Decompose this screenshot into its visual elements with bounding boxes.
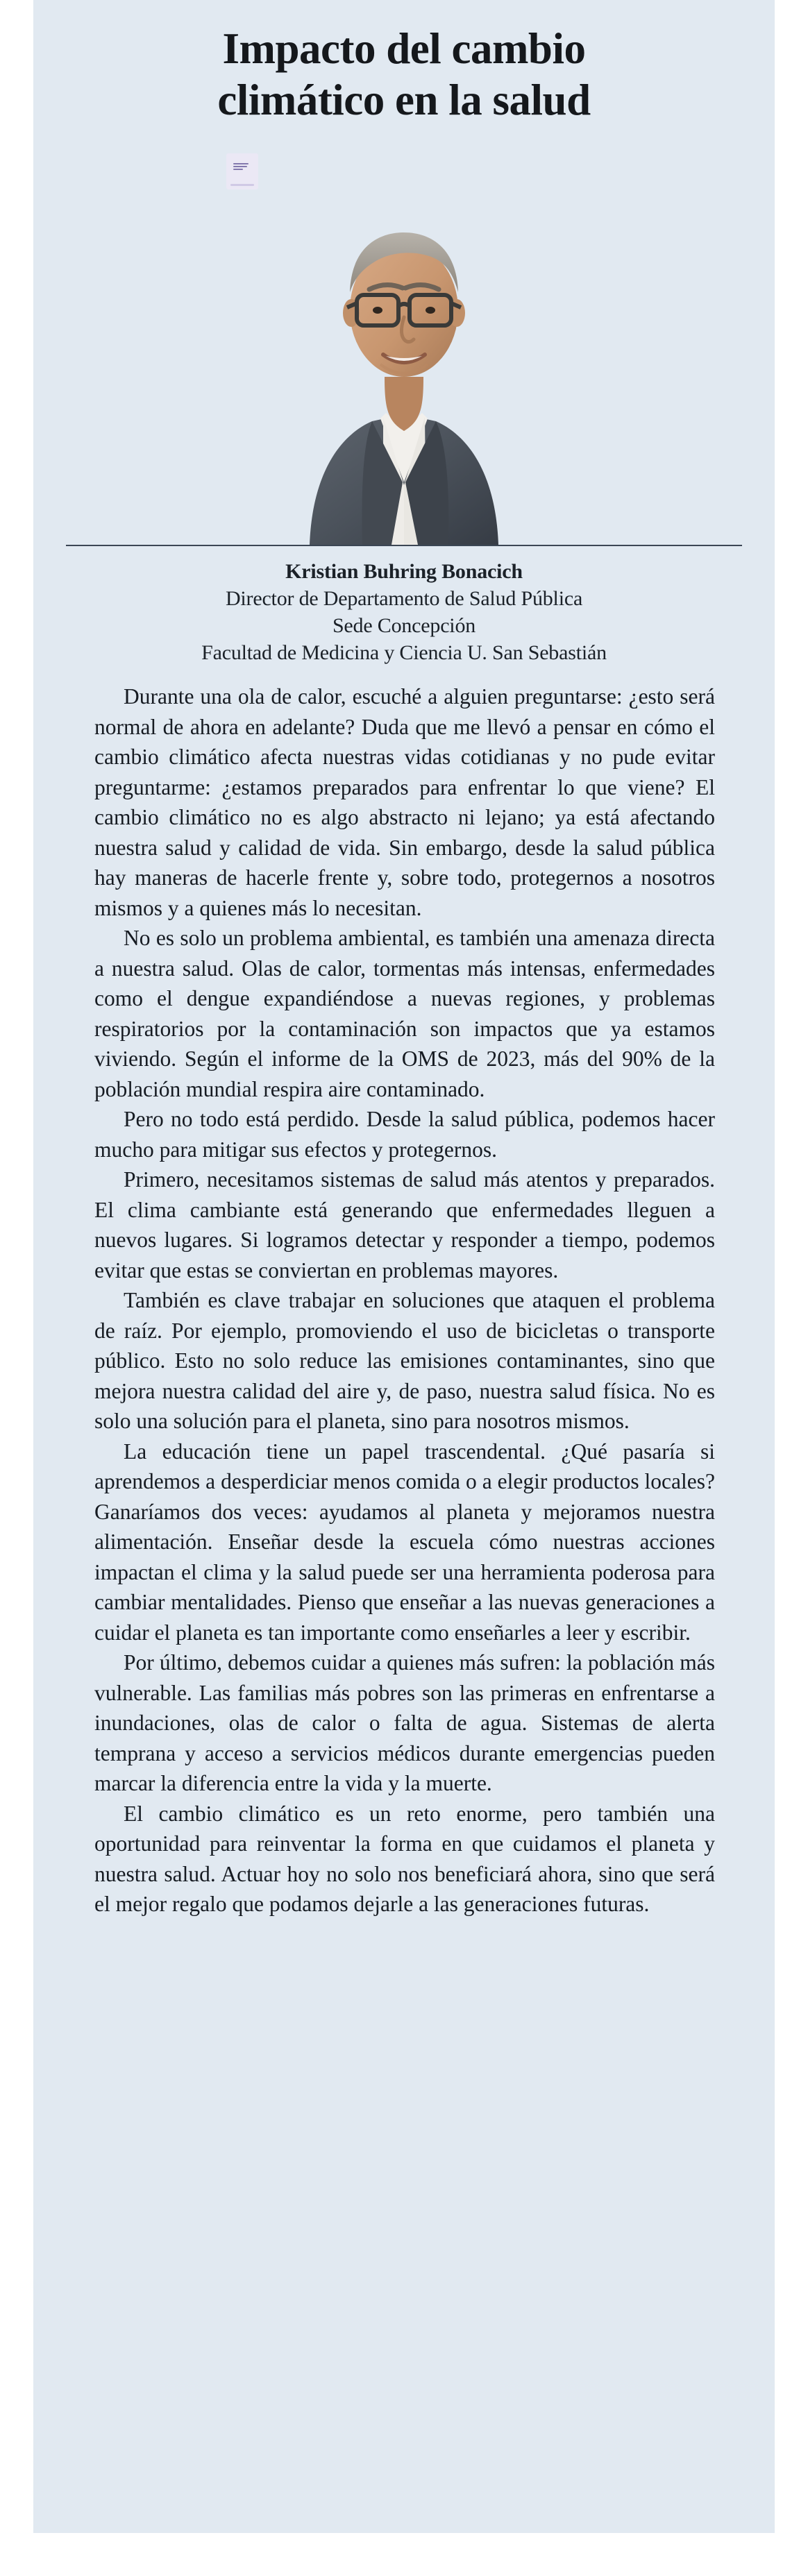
paragraph: Primero, necesitamos sistemas de salud más atentos y preparados. El clima cambiante está generando que enfermedades lleguen a nuevos lugares. Si logramos detectar y responder a tiempo, podemos evitar que estas se conviertan en problemas mayores. [94,1167,715,1282]
author-name: Kristian Buhring Bonacich [285,560,523,584]
paragraph: Pero no todo está perdido. Desde la salud pública, podemos hacer mucho para mitigar sus efectos y protegernos. [94,1107,715,1162]
paragraph: Durante una ola de calor, escuché a alguien preguntarse: ¿esto será normal de ahora en adelante? Duda que me llevó a pensar en cómo el cambio climático afecta nuestras vidas cotidianas y no pude evitar preguntarme: ¿estamos preparados para enfrentar lo que viene? El cambio climático no es algo abstracto ni lejano; ya está afectando nuestra salud y calidad de vida. Sin embargo, desde la salud pública hay maneras de hacerle frente y, sobre todo, protegernos a nosotros mismos y a quienes más lo necesitan. [94,684,715,920]
headline-line-1: Impacto del cambio [222,24,586,73]
paragraph: También es clave trabajar en soluciones que ataquen el problema de raíz. Por ejemplo, promoviendo el uso de bicicletas o transporte público. Esto no solo reduce las emisiones contaminantes, sino que mejora nuestra calidad del aire y, de paso, nuestra salud física. No es solo una solución para el planeta, sino para nosotros mismos. [94,1288,715,1434]
paragraph: La educación tiene un papel trascendental. ¿Qué pasaría si aprendemos a desperdiciar menos comida o a elegir productos locales? Ganaríamos dos veces: ayudamos al planeta y mejoramos nuestra alimentación. Enseñar desde la escuela cómo nuestras acciones impactan el clima y la salud puede ser una herramienta poderosa para cambiar mentalidades. Pienso que enseñar a las nuevas generaciones a cuidar el planeta es tan importante como enseñarles a leer y escribir. [94,1439,715,1645]
paragraph: El cambio climático es un reto enorme, pero también una oportunidad para reinventar la forma en que cuidamos el planeta y nuestra salud. Actuar hoy no solo nos beneficiará ahora, sino que será el mejor regalo que podamos dejarle a las generaciones futuras. [94,1801,715,1917]
watermark-lines-icon [233,163,250,171]
watermark-badge-icon [226,153,258,189]
watermark-base-icon [230,184,254,186]
portrait-zone [33,141,775,545]
headline-line-2: climático en la salud [217,75,591,124]
article-card [33,0,775,2533]
author-role: Director de Departamento de Salud Pública [225,587,583,611]
author-campus: Sede Concepción [332,614,476,638]
paragraph: Por último, debemos cuidar a quienes más sufren: la población más vulnerable. Las familias más pobres son las primeras en enfrentarse a inundaciones, olas de calor o falta de agua. Sistemas de alerta temprana y acceso a servicios médicos durante emergencias pueden marcar la diferencia entre la vida y la muerte. [94,1650,715,1796]
author-institution: Facultad de Medicina y Ciencia U. San Sebastián [201,641,607,665]
paragraph: No es solo un problema ambiental, es también una amenaza directa a nuestra salud. Olas de calor, tormentas más intensas, enfermedades como el dengue expandiéndose a nuevas regiones, y problemas respiratorios por la contaminación son impactos que ya estamos viviendo. Según el informe de la OMS de 2023, más del 90% de la población mundial respira aire contaminado. [94,926,715,1101]
page-title [33,0,775,126]
author-portrait [279,156,529,545]
byline [33,546,775,666]
article-body [33,666,775,1920]
